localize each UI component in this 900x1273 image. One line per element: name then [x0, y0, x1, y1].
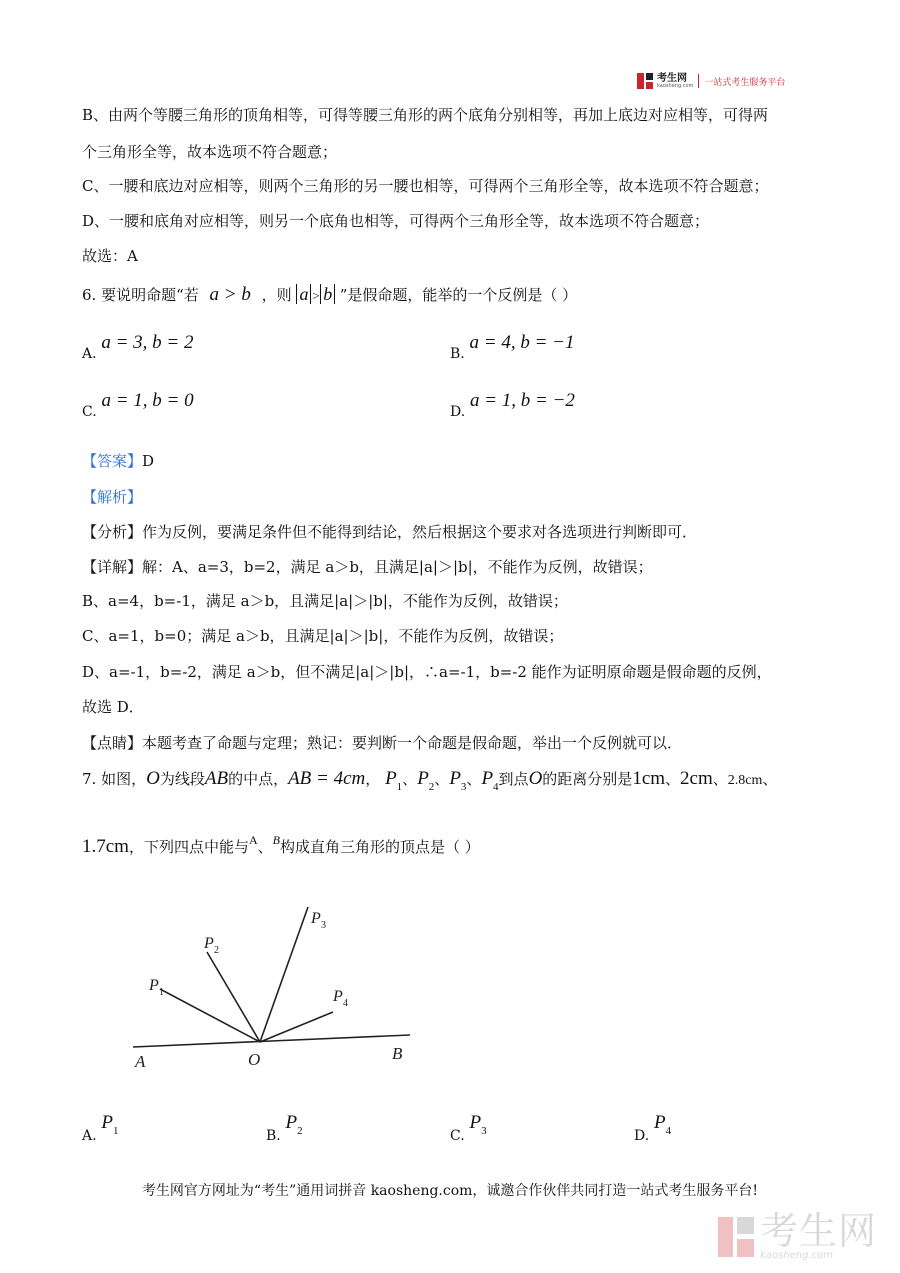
q6-detail-d: D、a=-1，b=-2，满足 a＞b，但不满足|a|＞|b|，∴a=-1，b=-2 能作为证明原命题是假命题的反例， — [82, 663, 772, 681]
watermark-logo-icon — [716, 1215, 756, 1259]
ray-op3 — [260, 907, 308, 1042]
q6-detail-b: B、a=4，b=-1，满足 a＞b，且满足|a|＞|b|，不能作为反例，故错误； — [82, 592, 568, 610]
prev-explain-b-line2: 个三角形全等，故本选项不符合题意； — [82, 143, 338, 161]
q6-condition: a > b — [209, 284, 251, 305]
label-b: B — [392, 1044, 403, 1063]
label-a: A — [135, 1052, 146, 1071]
q6-option-b: B. a = 4, b = −1 — [450, 332, 575, 362]
q6-choose: 故选 D． — [82, 698, 144, 716]
q7-stem-line1: 7. 如图，O为线段AB的中点，AB = 4cm， $P_1$、$P_2$、$P_3$、$P_4$到点O的距离分别是1cm、2cm、2.8cm、 — [82, 768, 778, 793]
header-logo — [636, 72, 785, 90]
q7-figure — [0, 895, 900, 1095]
svg-text:2: 2 — [214, 945, 219, 956]
watermark-site: kaosheng.com — [760, 1250, 833, 1261]
logo-divider — [698, 74, 699, 88]
q7-option-d: D. $P_4$ — [634, 1112, 672, 1144]
prev-choose: 故选：A — [82, 247, 138, 265]
q7-stem-line2: 1.7cm，下列四点中能与$^A$、$^B$构成直角三角形的顶点是（ ） — [82, 833, 480, 857]
q6-answer: 【答案】D — [82, 452, 155, 470]
ray-op4 — [260, 1012, 333, 1042]
page-footer: 考生网官方网址为“考生”通用词拼音 kaosheng.com，诚邀合作伙伴共同打造一站式考生服务平台! — [141, 1183, 759, 1199]
prev-explain-d: D、一腰和底角对应相等，则另一个底角也相等，可得两个三角形全等，故本选项不符合题意； — [82, 212, 710, 230]
watermark — [716, 1209, 878, 1261]
q7-option-c: C. $P_3$ — [450, 1112, 487, 1144]
prev-explain-b-line1: B、由两个等腰三角形的顶角相等，可得等腰三角形的两个底角分别相等，再加上底边对应相等，可得两 — [82, 106, 769, 124]
q6-option-c: C. a = 1, b = 0 — [82, 390, 194, 420]
header-slogan: 一站式考生服务平台 — [704, 77, 786, 88]
q7-option-a: A. $P_1$ — [82, 1112, 119, 1144]
label-p3: P — [311, 910, 321, 927]
label-o: O — [248, 1050, 261, 1069]
label-p1: P — [149, 977, 159, 994]
kaosheng-logo-icon — [636, 72, 654, 90]
q6-detail-c: C、a=1，b=0；满足 a＞b，且满足|a|＞|b|，不能作为反例，故错误； — [82, 627, 564, 645]
logo-site: kaosheng.com — [657, 82, 694, 89]
q6-analysis-tag: 【解析】 — [82, 488, 143, 506]
logo-name: 考生网 — [657, 72, 687, 84]
q6-option-a: A. a = 3, b = 2 — [82, 332, 194, 362]
q6-option-d: D. a = 1, b = −2 — [450, 390, 575, 420]
q6-dianjing: 【点睛】本题考查了命题与定理；熟记：要判断一个命题是假命题，举出一个反例就可以． — [82, 734, 683, 752]
q6-stem: 6. 要说明命题“若 a > b ，则 a > b ”是假命题，能举的一个反例是（ ） — [82, 284, 578, 305]
q6-conclusion: a > b — [296, 284, 339, 304]
q7-option-b: B. $P_2$ — [266, 1112, 303, 1144]
label-p2: P — [204, 935, 214, 952]
svg-text:3: 3 — [321, 920, 326, 931]
q6-xiangjie: 【详解】解：A、a=3，b=2，满足 a＞b，且满足|a|＞|b|，不能作为反例，故错误； — [82, 558, 653, 576]
svg-text:1: 1 — [159, 987, 164, 998]
watermark-name: 考生网 — [760, 1209, 878, 1253]
svg-text:4: 4 — [343, 998, 348, 1009]
q6-fenxi: 【分析】作为反例，要满足条件但不能得到结论，然后根据这个要求对各选项进行判断即可． — [82, 523, 698, 541]
prev-explain-c: C、一腰和底边对应相等，则两个三角形的另一腰也相等，可得两个三角形全等，故本选项不符合题意； — [82, 177, 769, 195]
label-p4: P — [333, 988, 343, 1005]
